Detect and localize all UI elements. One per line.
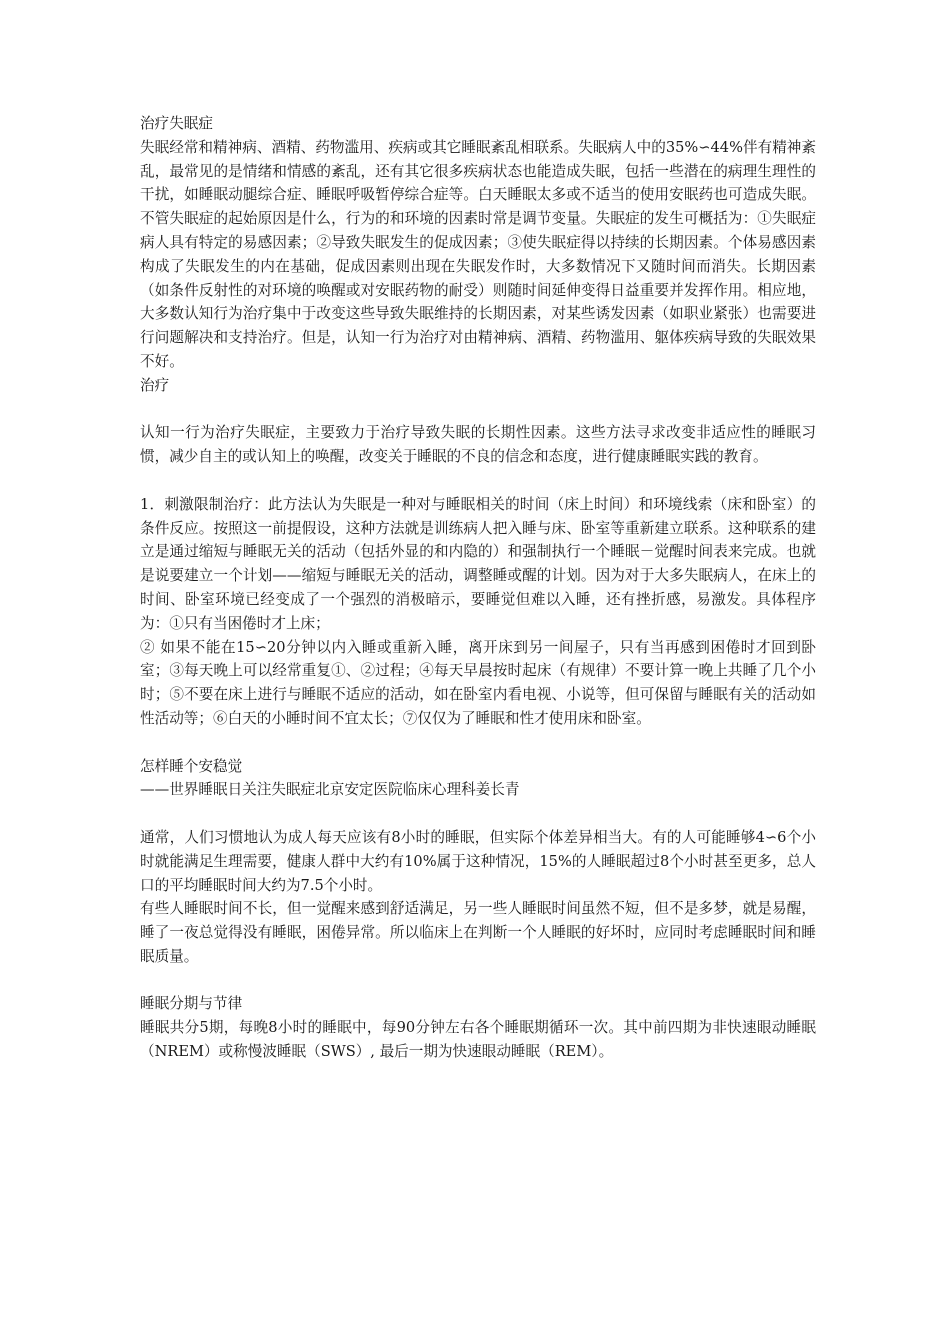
blank-line [140,969,816,993]
blank-line [140,731,816,755]
doc-title: 治疗失眠症 [140,115,213,132]
stages-heading: 睡眠分期与节律 [140,995,243,1013]
intro-paragraph: 失眠经常和精神病、酒精、药物滥用、疾病或其它睡眠紊乱相联系。失眠病人中的35%∽44%伴有精神紊乱，最常见的是情绪和情感的紊乱，还有其它很多疾病状态也能造成失眠，包括一些潜在的病理生理性的干扰，如睡眠动腿综合症、睡眠呼吸暂停综合症等。白天睡眠太多或不适当的使用安眠药也可造成失眠。不管失眠症的起始原因是什么，行为的和环境的因素时常是调节变量。失眠症的发生可概括为：①失眠症病人具有特定的易感因素；②导致失眠发生的促成因素；③使失眠症得以持续的长期因素。个体易感因素构成了失眠发生的内在基础，促成因素则出现在失眠发作时，大多数情况下又随时间而消失。长期因素（如条件反射性的对环境的唤醒或对安眠药物的耐受）则随时间延伸变得日益重要并发挥作用。相应地，大多数认知行为治疗集中于改变这些导致失眠维持的长期因素，对某些诱发因素（如职业紧张）也需要进行问题解决和支持治疗。但是，认知一行为治疗对由精神病、酒精、药物滥用、躯体疾病导致的失眠效果不好。 [140,138,816,370]
treatment-intro-paragraph: 认知一行为治疗失眠症，主要致力于治疗导致失眠的长期性因素。这些方法寻求改变非适应性的睡眠习惯，减少自主的或认知上的唤醒，改变关于睡眠的不良的信念和态度，进行健康睡眠实践的教育。 [140,424,816,466]
sleep-paragraph-1: 通常，人们习惯地认为成人每天应该有8小时的睡眠，但实际个体差异相当大。有的人可能睡够4∽6个小时就能满足生理需要，健康人群中大约有10%属于这种情况，15%的人睡眠超过8个小时甚至更多，总人口的平均睡眠时间大约为7.5个小时。 [140,828,816,894]
document-page [140,112,816,1064]
item-2-paragraph: ② 如果不能在15∽20分钟以内入睡或重新入睡，离开床到另一间屋子，只有当再感到困倦时才回到卧室；③每天晚上可以经常重复①、②过程；④每天早晨按时起床（有规律）不要计算一晚上共睡了几个小时；⑤不要在床上进行与睡眠不适应的活动，如在卧室内看电视、小说等，但可保留与睡眠有关的活动如性活动等；⑥白天的小睡时间不宜太长；⑦仅仅为了睡眠和性才使用床和卧室。 [140,638,816,727]
item-1-paragraph: 1．刺激限制治疗：此方法认为失眠是一种对与睡眠相关的时间（床上时间）和环境线索（床和卧室）的条件反应。按照这一前提假设，这种方法就是训练病人把入睡与床、卧室等重新建立联系。这种联系的建立是通过缩短与睡眠无关的活动（包括外显的和内隐的）和强制执行一个睡眠－觉醒时间表来完成。也就是说要建立一个计划——缩短与睡眠无关的活动，调整睡或醒的计划。因为对于大多失眠病人，在床上的时间、卧室环境已经变成了一个强烈的消极暗示，要睡觉但难以入睡，还有挫折感，易激发。具体程序为：①只有当困倦时才上床； [140,495,816,632]
sleep-heading: 怎样睡个安稳觉 [140,757,243,775]
sleep-paragraph-2: 有些人睡眠时间不长，但一觉醒来感到舒适满足，另一些人睡眠时间虽然不短，但不是多梦，就是易醒，睡了一夜总觉得没有睡眠，困倦异常。所以临床上在判断一个人睡眠的好坏时，应同时考虑睡眠时间和睡眠质量。 [140,900,816,965]
sleep-subheading: ——世界睡眠日关注失眠症北京安定医院临床心理科姜长青 [140,781,520,799]
treatment-heading: 治疗 [140,376,170,394]
stages-paragraph: 睡眠共分5期，每晚8小时的睡眠中，每90分钟左右各个睡眠期循环一次。其中前四期为非快速眼动睡眠（NREM）或称慢波睡眠（SWS）, 最后一期为快速眼动睡眠（REM）。 [140,1019,816,1061]
blank-line [140,398,816,422]
blank-line [140,802,816,826]
blank-line [140,469,816,493]
